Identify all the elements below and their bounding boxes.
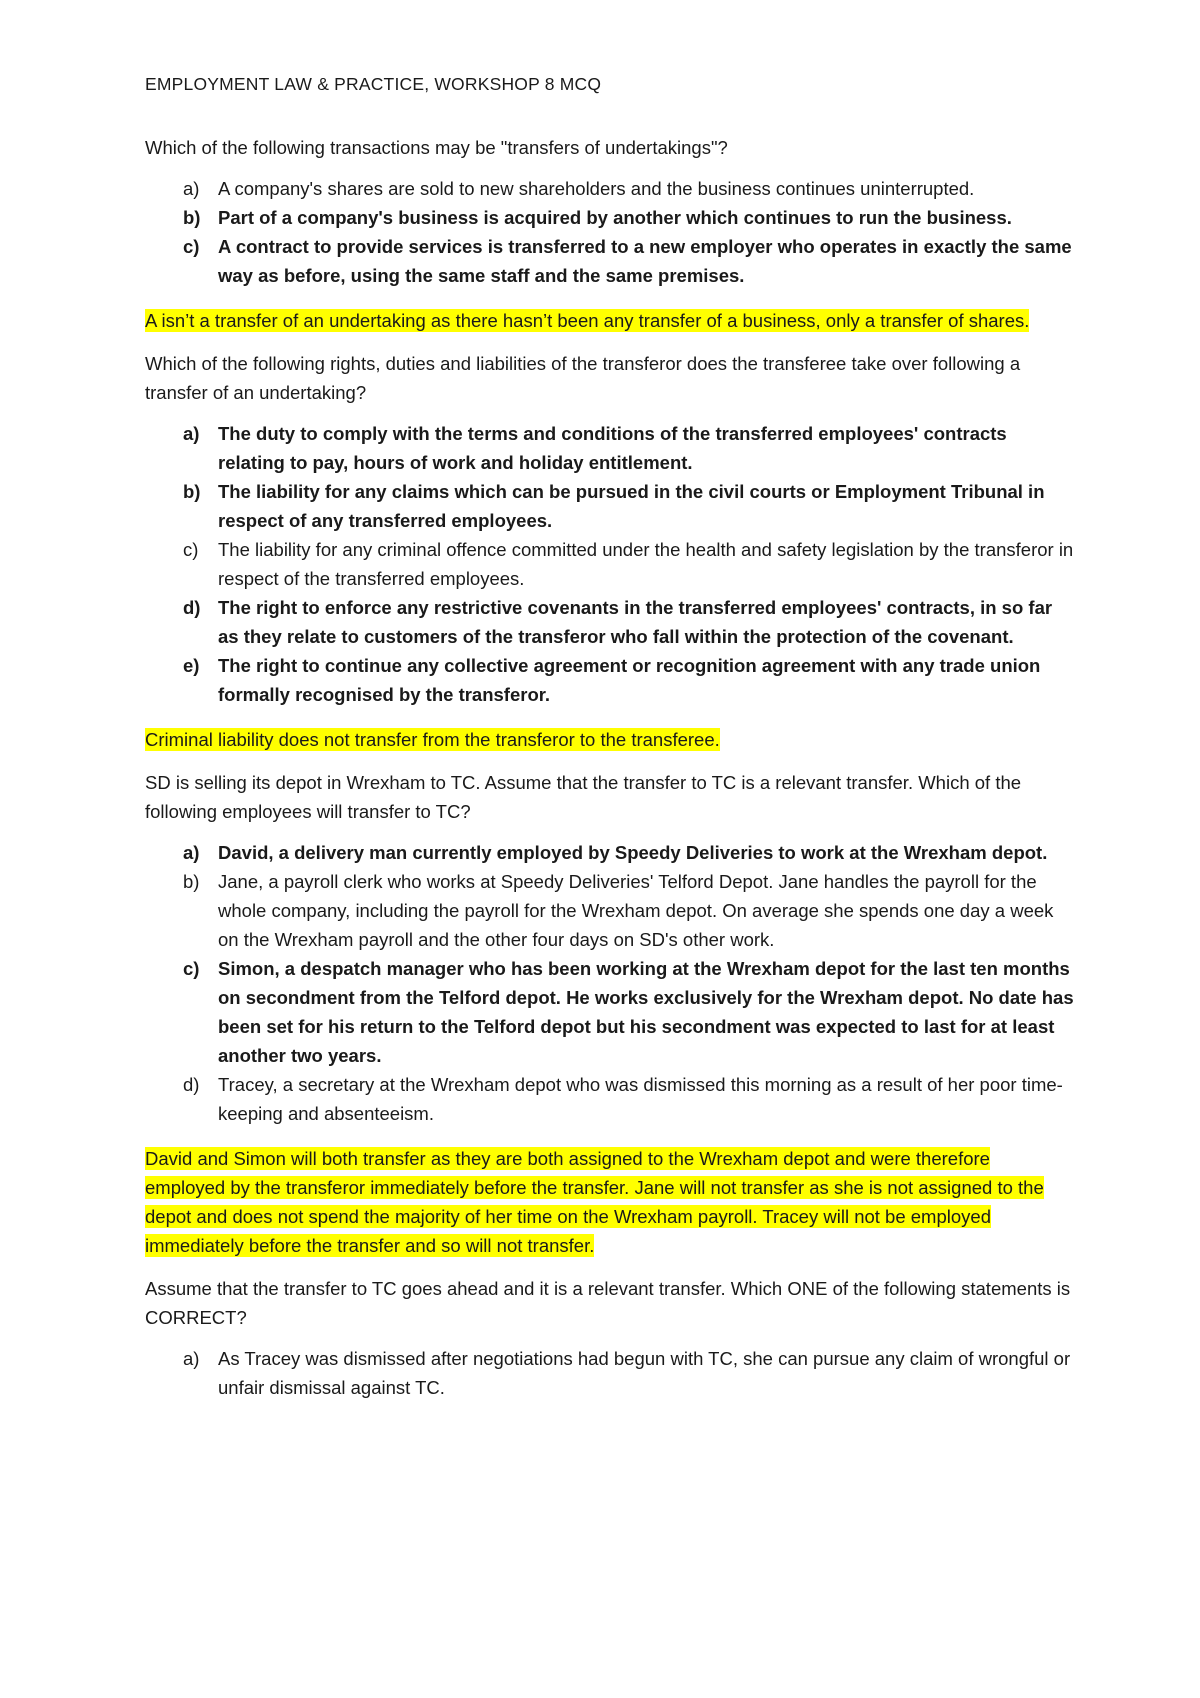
question-block-1	[145, 133, 1075, 335]
q3-option-a: a) David, a delivery man currently employed by Speedy Deliveries to work at the Wrexham depot.	[183, 842, 1048, 863]
question-1-answer	[145, 306, 1075, 335]
q2-option-d: d) The right to enforce any restrictive covenants in the transferred employees' contracts, in so far as they relate to customers of the transferor who fall within the protection of the covenant.	[183, 597, 1053, 647]
highlighted-answer-1: A isn’t a transfer of an undertaking as there hasn’t been any transfer of a business, only a transfer of shares.	[145, 310, 1030, 331]
question-3-options	[145, 838, 1075, 1128]
q3-option-b: b) Jane, a payroll clerk who works at Speedy Deliveries' Telford Depot. Jane handles the payroll for the whole company, including the payroll for the Wrexham depot. On average she spends one day a week on the Wrexham payroll and the other four days on SD's other work.	[183, 871, 1054, 950]
question-2-answer	[145, 725, 1075, 754]
q1-option-c: c) A contract to provide services is transferred to a new employer who operates in exactly the same way as before, using the same staff and the same premises.	[183, 236, 1072, 286]
q2-option-a: a) The duty to comply with the terms and conditions of the transferred employees' contracts relating to pay, hours of work and holiday entitlement.	[183, 423, 1007, 473]
question-block-3	[145, 768, 1075, 1260]
q1-option-b: b) Part of a company's business is acquired by another which continues to run the business.	[183, 207, 1012, 228]
q4-option-a: a) As Tracey was dismissed after negotiations had begun with TC, she can pursue any claim of wrongful or unfair dismissal against TC.	[183, 1348, 1071, 1398]
document-header: EMPLOYMENT LAW & PRACTICE, WORKSHOP 8 MCQ	[145, 74, 602, 94]
question-3-text: SD is selling its depot in Wrexham to TC. Assume that the transfer to TC is a relevant transfer. Which of the following employees will transfer to TC?	[145, 772, 1022, 822]
q3-option-d: d) Tracey, a secretary at the Wrexham depot who was dismissed this morning as a result of her poor time-keeping and absenteeism.	[183, 1074, 1063, 1124]
q2-option-e: e) The right to continue any collective agreement or recognition agreement with any trade union formally recognised by the transferor.	[183, 655, 1041, 705]
q3-option-c: c) Simon, a despatch manager who has been working at the Wrexham depot for the last ten months on secondment from the Telford depot. He works exclusively for the Wrexham depot. No date has been set for his return to the Telford depot but his secondment was expected to last for at least another two years.	[183, 958, 1074, 1066]
highlighted-answer-2: Criminal liability does not transfer from the transferor to the transferee.	[145, 729, 720, 750]
question-1-options	[145, 174, 1075, 290]
q2-option-b: b) The liability for any claims which can be pursued in the civil courts or Employment Tribunal in respect of any transferred employees.	[183, 481, 1045, 531]
question-2-options	[145, 419, 1075, 709]
q2-option-c: c) The liability for any criminal offence committed under the health and safety legislation by the transferor in respect of the transferred employees.	[183, 539, 1074, 589]
question-3-answer	[145, 1144, 1075, 1260]
question-4-options	[145, 1344, 1075, 1402]
document-page	[145, 74, 1075, 1418]
question-1-text: Which of the following transactions may be "transfers of undertakings"?	[145, 137, 728, 158]
q1-option-a: a) A company's shares are sold to new shareholders and the business continues uninterrupted.	[183, 178, 975, 199]
question-block-2	[145, 349, 1075, 754]
question-4-text: Assume that the transfer to TC goes ahead and it is a relevant transfer. Which ONE of the following statements is CORRECT?	[145, 1278, 1071, 1328]
question-block-4	[145, 1274, 1075, 1402]
question-2-text: Which of the following rights, duties and liabilities of the transferor does the transferee take over following a transfer of an undertaking?	[145, 353, 1021, 403]
highlighted-answer-3: David and Simon will both transfer as they are both assigned to the Wrexham depot and were therefore employed by the transferor immediately before the transfer. Jane will not transfer as she is not assigned to the depot and does not spend the majority of her time on the Wrexham payroll. Tracey will not be employed immediately before the transfer and so will not transfer.	[145, 1148, 1044, 1256]
